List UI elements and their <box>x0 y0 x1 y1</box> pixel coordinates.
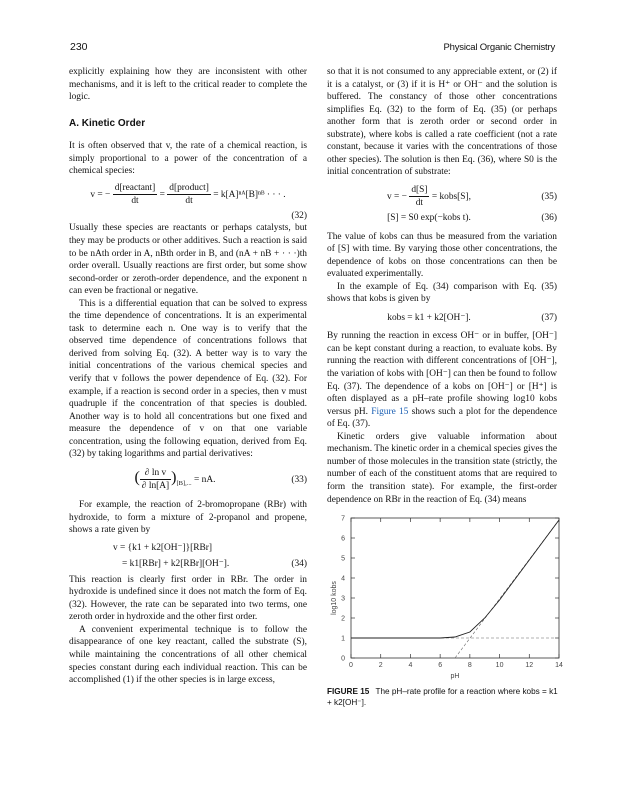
x-tick-label: 14 <box>555 662 563 669</box>
ph-rate-chart <box>327 512 567 682</box>
paragraph: The value of kobs can thus be measured from the variation of [S] with time. By varying those other concentrations, the dependence of kobs on those concentrations can then be evaluated experimentally. <box>327 231 557 280</box>
eq35-top: d[S] <box>409 184 429 198</box>
eq32-frac2-bot: dt <box>185 196 193 207</box>
paragraph: Usually these species are reactants or perhaps catalysts, but they may be products or other additives. Such a reaction is said to be nAth order in A, nBth order in B, and (nA + nB + · · ·)th order overall. Usually reactions are first order, but some show second-order or zeroth-order dependence, and the exponent n can even be fractional or negative. <box>69 223 307 297</box>
paragraph: In the example of Eq. (34) comparison with Eq. (35) shows that kobs is given by <box>327 281 557 305</box>
eq35-rhs: = kobs[S], <box>431 192 471 203</box>
eq35-lhs: v = − <box>387 192 407 203</box>
y-tick-label: 6 <box>341 535 345 543</box>
eq32-lhs: v = − <box>90 190 111 201</box>
equation-36 <box>327 212 557 225</box>
axis-ticks <box>341 516 563 670</box>
x-axis-label: pH <box>450 673 460 680</box>
figure-caption <box>327 686 562 708</box>
y-tick-label: 2 <box>341 615 345 623</box>
y-tick-label: 1 <box>341 635 345 643</box>
caption-label: FIGURE 15 <box>327 687 370 696</box>
paragraph: This is a differential equation that can be solved to express the time dependence of concentrations. It is an experimental task to determine each n. One way is to verify that the observed time dependence of concentrations follows that derived from solving Eq. (32). A better way is to vary the initial concentrations of the various chemical species and verify that v follows the power dependence of Eq. (32). For example, if a reaction is second order in a species, then v must quadruple if the concentration of that species is doubled. Another way is to hold all concentrations but one fixed and measure the dependence of v on that one variable concentration, using the following equation, derived from Eq. (32) by taking logarithms and partial derivatives: <box>69 298 307 460</box>
paragraph: explicitly explaining how they are inconsistent with other mechanisms, and it is left to the critical reader to complete the logic. <box>69 67 307 103</box>
x-tick-label: 10 <box>495 662 504 669</box>
equation-32 <box>69 182 307 208</box>
eq37-number: (37) <box>541 312 557 323</box>
x-tick-label: 6 <box>438 662 443 669</box>
x-tick-label: 12 <box>525 662 534 669</box>
paragraph: so that it is not consumed to any appreciable extent, or (2) if it is a catalyst, or (3) if it is H⁺ or OH⁻ and the solution is buffered. The constancy of those other concentrations simplifies Eq. (32) to the form of Eq. (35) (or perhaps another form that is zeroth order or second order in substrate), where kobs is called a rate coefficient (not a rate constant, because it varies with the concentrations of those other species). The solution is then Eq. (36), where S0 is the initial concentration of substrate: <box>327 67 557 178</box>
y-tick-label: 3 <box>341 595 345 603</box>
paragraph: For example, the reaction of 2-bromopropane (RBr) with hydroxide, to form a mixture of 2-propanol and propene, shows a rate given by <box>69 499 307 536</box>
eq35-bot: dt <box>415 198 424 209</box>
running-head: Physical Organic Chemistry <box>443 42 555 53</box>
figure-15-link[interactable]: Figure 15 <box>371 406 409 417</box>
paragraph-text: shows such a plot for the dependence of Eq. (37). <box>327 406 558 430</box>
y-tick-label: 4 <box>341 575 345 583</box>
eq34-number: (34) <box>291 559 307 570</box>
right-column <box>327 66 557 506</box>
paragraph: A convenient experimental technique is to follow the disappearance of one key reactant, called the substrate (S), while maintaining the concentrations of all other chemical species constant during each individual reaction. This can be accomplished (1) if the other species is in large excess, <box>69 624 307 686</box>
section-title: A. Kinetic Order <box>69 117 146 129</box>
x-tick-label: 8 <box>467 662 472 669</box>
eq36-expr: [S] = S0 exp(−kobs t). <box>387 213 471 224</box>
eq32-frac1-bot: dt <box>131 196 139 207</box>
paragraph <box>327 330 557 430</box>
eq32-eqsign: = <box>159 190 165 201</box>
eq35-number: (35) <box>541 191 557 202</box>
equation-37 <box>327 312 557 325</box>
y-tick-label: 7 <box>341 515 345 523</box>
eq33-bot: ∂ ln[A] <box>141 481 170 492</box>
eq32-frac2-top: d[product] <box>167 182 211 196</box>
eq32-frac1-top: d[reactant] <box>113 182 158 196</box>
y-axis-label: log10 kobs <box>331 581 338 615</box>
y-tick-label: 0 <box>341 655 345 663</box>
page-number: 230 <box>70 41 88 53</box>
paragraph-text: By running the reaction in excess OH⁻ or in buffer, [OH⁻] can be kept constant during a reaction, to evaluate kobs. By running the reaction with different concentrations of [OH⁻], the variation of kobs with [OH⁻] can then be found to follow Eq. (37). The dependence of a kobs on [OH⁻] or [H⁺] is often displayed as a pH–rate profile showing log10 kobs versus pH. <box>327 331 557 417</box>
eq33-top: ∂ ln v <box>140 467 171 481</box>
series-line <box>351 520 559 638</box>
x-tick-label: 2 <box>378 662 383 669</box>
eq34-line1: v = {k1 + k2[OH⁻]}[RBr] <box>113 542 212 553</box>
equation-33: ( $\frac{\text{∂ ln v}}{\partial \ln[A]}$ )$_{[B],...}$ = nA. (33) <box>134 467 307 492</box>
paragraph: This reaction is clearly first order in RBr. The order in hydroxide is undefined since it does not match the form of Eq. (32). However, the rate can be separated into two terms, one zeroth order in hydroxide and the other first order. <box>69 574 307 623</box>
equation-34 <box>69 542 307 571</box>
left-column <box>69 66 307 687</box>
equation-35 <box>327 184 557 210</box>
eq33-number: (33) <box>291 474 307 485</box>
eq32-rhs: = k[A]ⁿᴬ[B]ⁿᴮ · · · . <box>213 190 286 201</box>
eq34-line2: = k1[RBr] + k2[RBr][OH⁻]. <box>122 559 230 570</box>
eq33-rhs: = nA. <box>194 475 216 486</box>
eq33-sub: [B],... <box>176 479 192 487</box>
eq37-expr: kobs = k1 + k2[OH⁻]. <box>387 312 471 323</box>
x-tick-label: 4 <box>408 662 413 669</box>
x-tick-label: 0 <box>349 662 353 669</box>
eq36-number: (36) <box>541 213 557 224</box>
eq32-number: (32) <box>291 210 307 221</box>
figure-15 <box>327 512 567 682</box>
y-tick-label: 5 <box>341 555 345 563</box>
paragraph: Kinetic orders give valuable information about mechanism. The kinetic order in a chemical species gives the number of those molecules in the transition state (strictly, the number of each of the constituent atoms that are required to form the transition state). For example, the first-order dependence on RBr in the reaction of Eq. (34) means <box>327 431 557 505</box>
caption-text: The pH–rate profile for a reaction where kobs = k1 + k2[OH⁻]. <box>327 687 558 707</box>
paragraph: It is often observed that v, the rate of a chemical reaction, is simply proportional to a power of the concentration of a chemical species: <box>69 141 307 177</box>
